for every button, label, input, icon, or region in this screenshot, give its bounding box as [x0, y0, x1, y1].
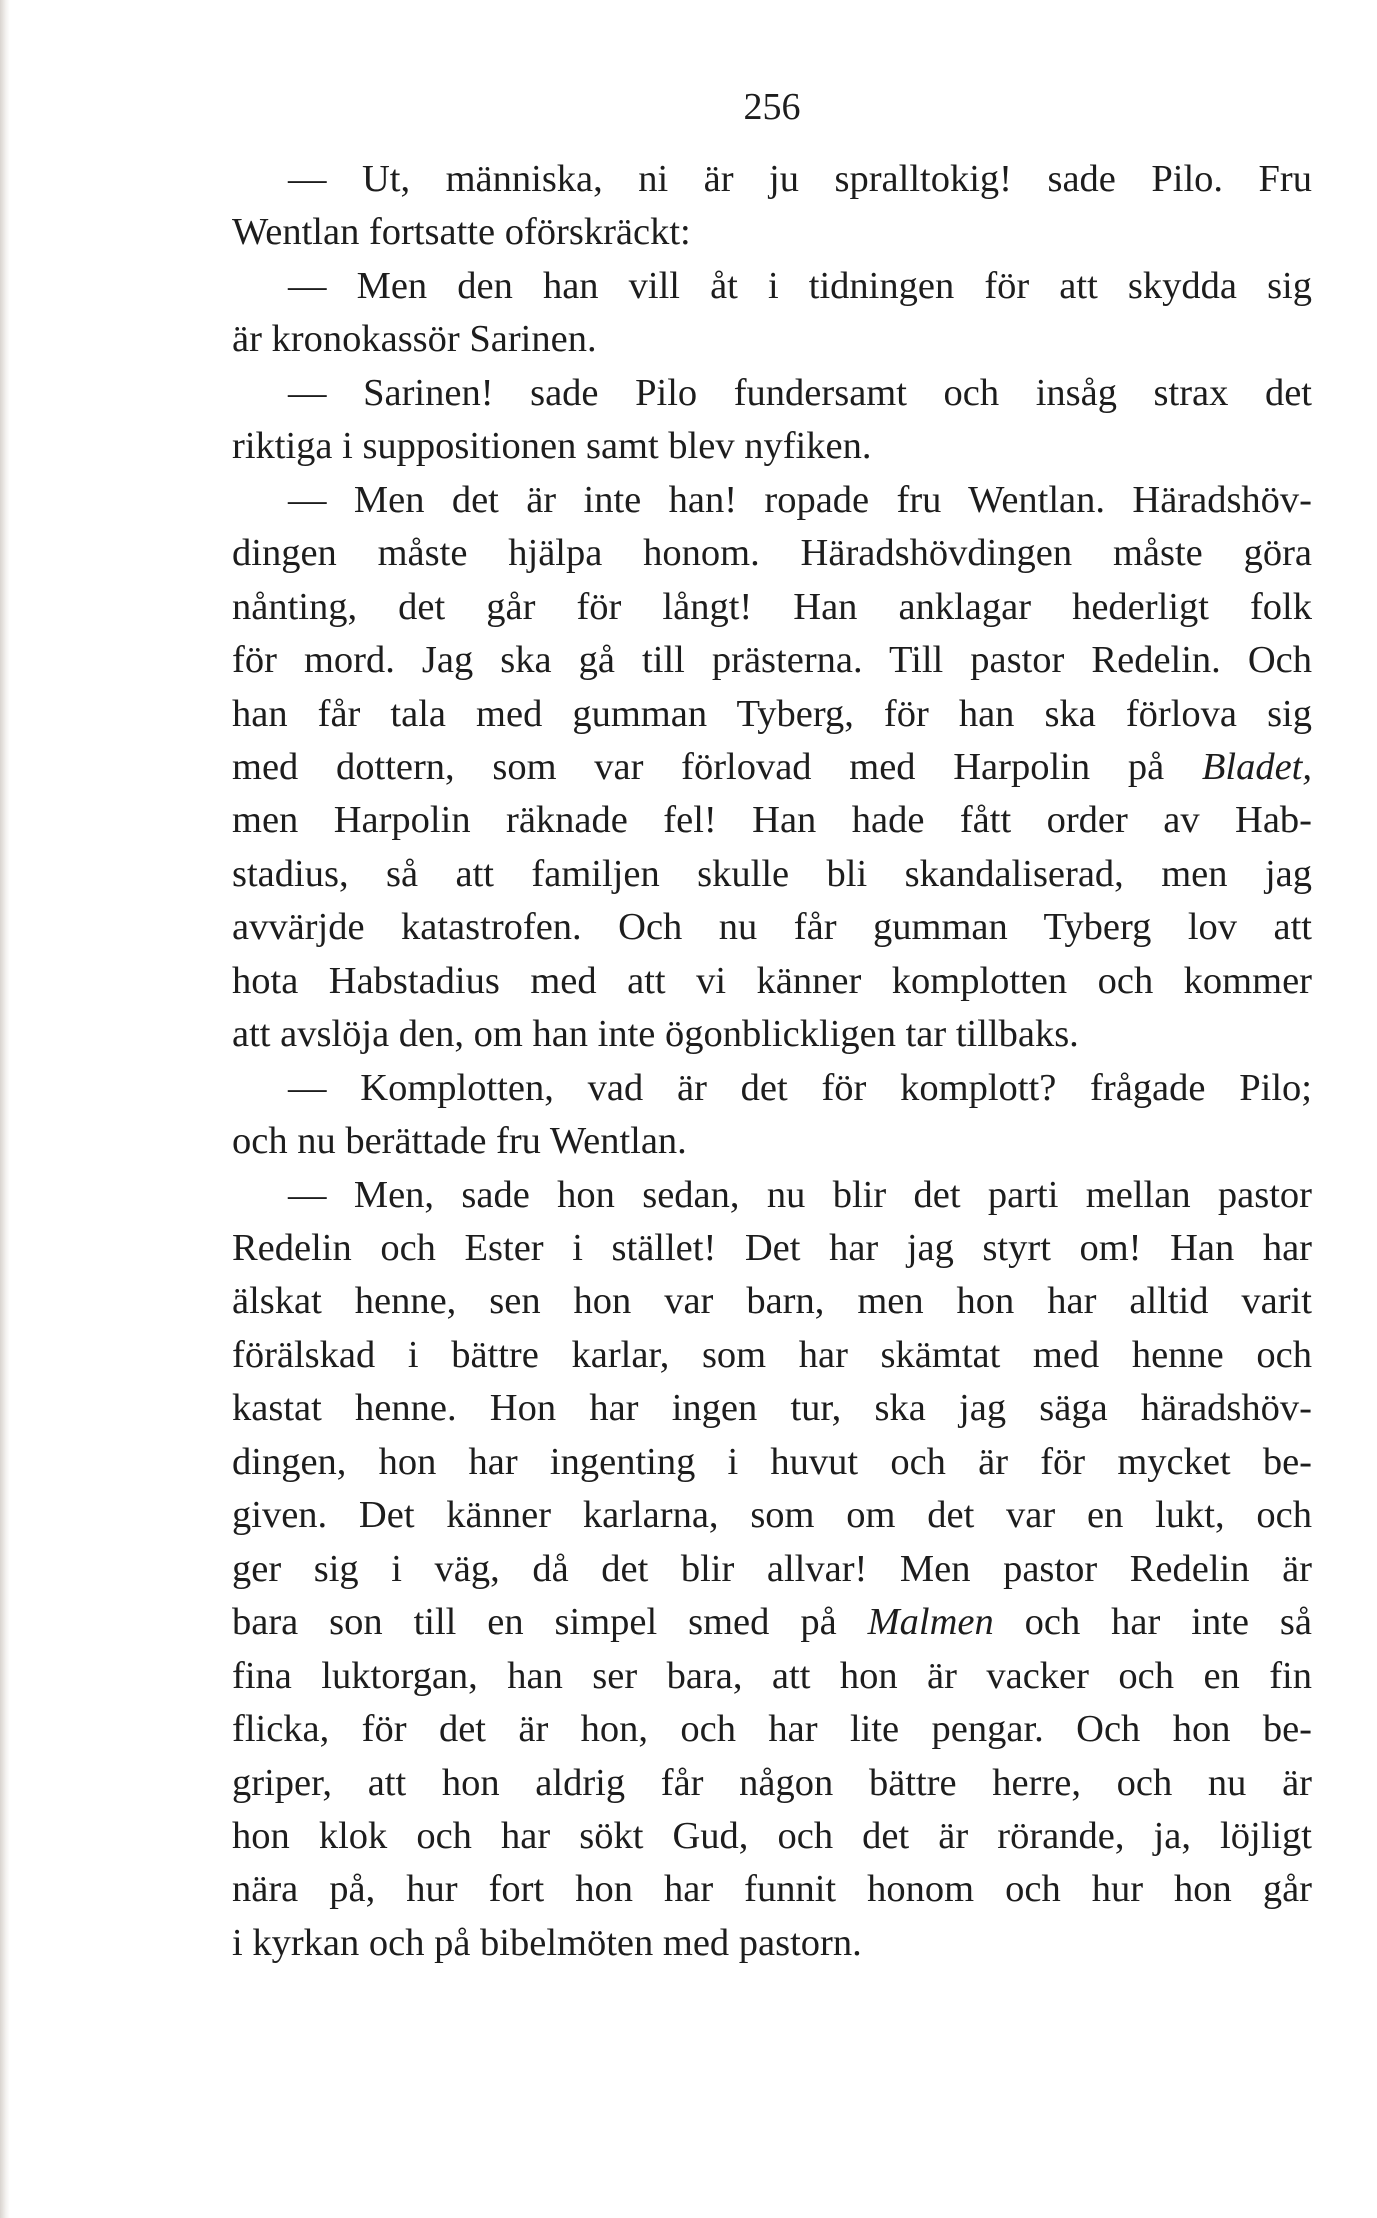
text-line-content: förälskad i bättre karlar, som har skämtat med henne och [232, 1333, 1312, 1376]
text-line-content: dingen, hon har ingenting i huvut och är för mycket be- [232, 1440, 1312, 1483]
text-line-content: nära på, hur fort hon har funnit honom och hur hon går [232, 1868, 1312, 1911]
text-line [232, 1114, 1312, 1168]
text-line-content: — Sarinen! sade Pilo fundersamt och insåg strax det [288, 371, 1312, 414]
text-line [232, 687, 1312, 741]
text-line-content: i kyrkan och på bibelmöten med pastorn. [232, 1921, 862, 1964]
text-line [232, 1274, 1312, 1328]
text-line [232, 740, 1312, 794]
text-line [232, 1809, 1312, 1863]
text-line [232, 847, 1312, 901]
text-line [232, 1595, 1312, 1649]
text-line [232, 205, 1312, 259]
text-line-content: för mord. Jag ska gå till prästerna. Till pastor Redelin. Och [232, 639, 1312, 682]
text-line-content: han får tala med gumman Tyberg, för han ska förlova sig [232, 692, 1312, 735]
text-line-content: — Men det är inte han! ropade fru Wentlan. Häradshöv- [288, 478, 1312, 521]
italic-text: Malmen [867, 1601, 994, 1644]
text-line [232, 312, 1312, 366]
text-line [232, 900, 1312, 954]
text-line [232, 1328, 1312, 1382]
text-line-content: är kronokassör Sarinen. [232, 318, 597, 361]
text-line-content: flicka, för det är hon, och har lite pengar. Och hon be- [232, 1708, 1312, 1751]
text-line-content: Redelin och Ester i stället! Det har jag styrt om! Han har [232, 1227, 1312, 1269]
text-line [232, 793, 1312, 847]
text-line [232, 954, 1312, 1008]
text-line [232, 259, 1312, 313]
text-line-content: kastat henne. Hon har ingen tur, ska jag säga häradshöv- [232, 1387, 1312, 1430]
text-line [232, 366, 1312, 420]
text-line-content: — Komplotten, vad är det för komplott? frågade Pilo; [288, 1066, 1312, 1109]
text-line-content: griper, att hon aldrig får någon bättre herre, och nu är [232, 1761, 1312, 1804]
text-line-content: att avslöja den, om han inte ögonblickligen tar tillbaks. [232, 1013, 1079, 1056]
text-line-content: stadius, så att familjen skulle bli skandaliserad, men jag [232, 852, 1312, 895]
text-line-content: — Men den han vill åt i tidningen för att skydda sig [288, 264, 1312, 307]
text-line [232, 1488, 1312, 1542]
text-line-content: given. Det känner karlarna, som om det var en lukt, och [232, 1494, 1312, 1537]
text-line [232, 1649, 1312, 1703]
text-line-content: älskat henne, sen hon var barn, men hon har alltid varit [232, 1280, 1312, 1323]
text-line-content: Wentlan fortsatte oförskräckt: [232, 211, 691, 254]
text-line [232, 1168, 1312, 1222]
text-line-content: fina luktorgan, han ser bara, att hon är vacker och en fin [232, 1654, 1312, 1697]
text-line-content: och nu berättade fru Wentlan. [232, 1120, 687, 1163]
text-line [232, 1862, 1312, 1916]
text-line-content: hota Habstadius med att vi känner komplotten och kommer [232, 959, 1312, 1002]
text-line-content: men Harpolin räknade fel! Han hade fått order av Hab- [232, 799, 1312, 842]
text-line [232, 1007, 1312, 1061]
text-line [232, 633, 1312, 687]
text-line [232, 1435, 1312, 1489]
text-line-content: ger sig i väg, då det blir allvar! Men pastor Redelin är [232, 1547, 1312, 1590]
text-line-continuation: och har inte så [993, 1601, 1312, 1644]
text-line [232, 1702, 1312, 1756]
text-line [232, 580, 1312, 634]
text-line [232, 526, 1312, 580]
text-line [232, 1756, 1312, 1810]
text-line [232, 473, 1312, 527]
text-line [232, 1221, 1312, 1275]
text-line-content: avvärjde katastrofen. Och nu får gumman Tyberg lov att [232, 906, 1312, 949]
text-line-content: nånting, det går för långt! Han anklagar hederligt folk [232, 585, 1312, 628]
text-line-content: med dottern, som var förlovad med Harpolin på [232, 745, 1202, 788]
text-line-content: bara son till en simpel smed på [232, 1601, 868, 1644]
text-line-content: — Men, sade hon sedan, nu blir det parti mellan pastor [288, 1173, 1312, 1216]
text-line-content: hon klok och har sökt Gud, och det är rörande, ja, löjligt [232, 1814, 1312, 1857]
text-line [232, 152, 1312, 206]
text-line [232, 1381, 1312, 1435]
text-line [232, 1061, 1312, 1115]
text-line-content: riktiga i suppositionen samt blev nyfiken. [232, 425, 872, 468]
text-line [232, 419, 1312, 473]
page-edge-shadow [0, 0, 10, 2218]
text-line-content: — Ut, människa, ni är ju spralltokig! sade Pilo. Fru [288, 158, 1312, 200]
italic-text: Bladet, [1201, 745, 1312, 788]
text-line-content: dingen måste hjälpa honom. Häradshövdingen måste göra [232, 532, 1312, 575]
text-line [232, 1542, 1312, 1596]
page-number: 256 [743, 86, 801, 128]
text-line [232, 1916, 1312, 1970]
